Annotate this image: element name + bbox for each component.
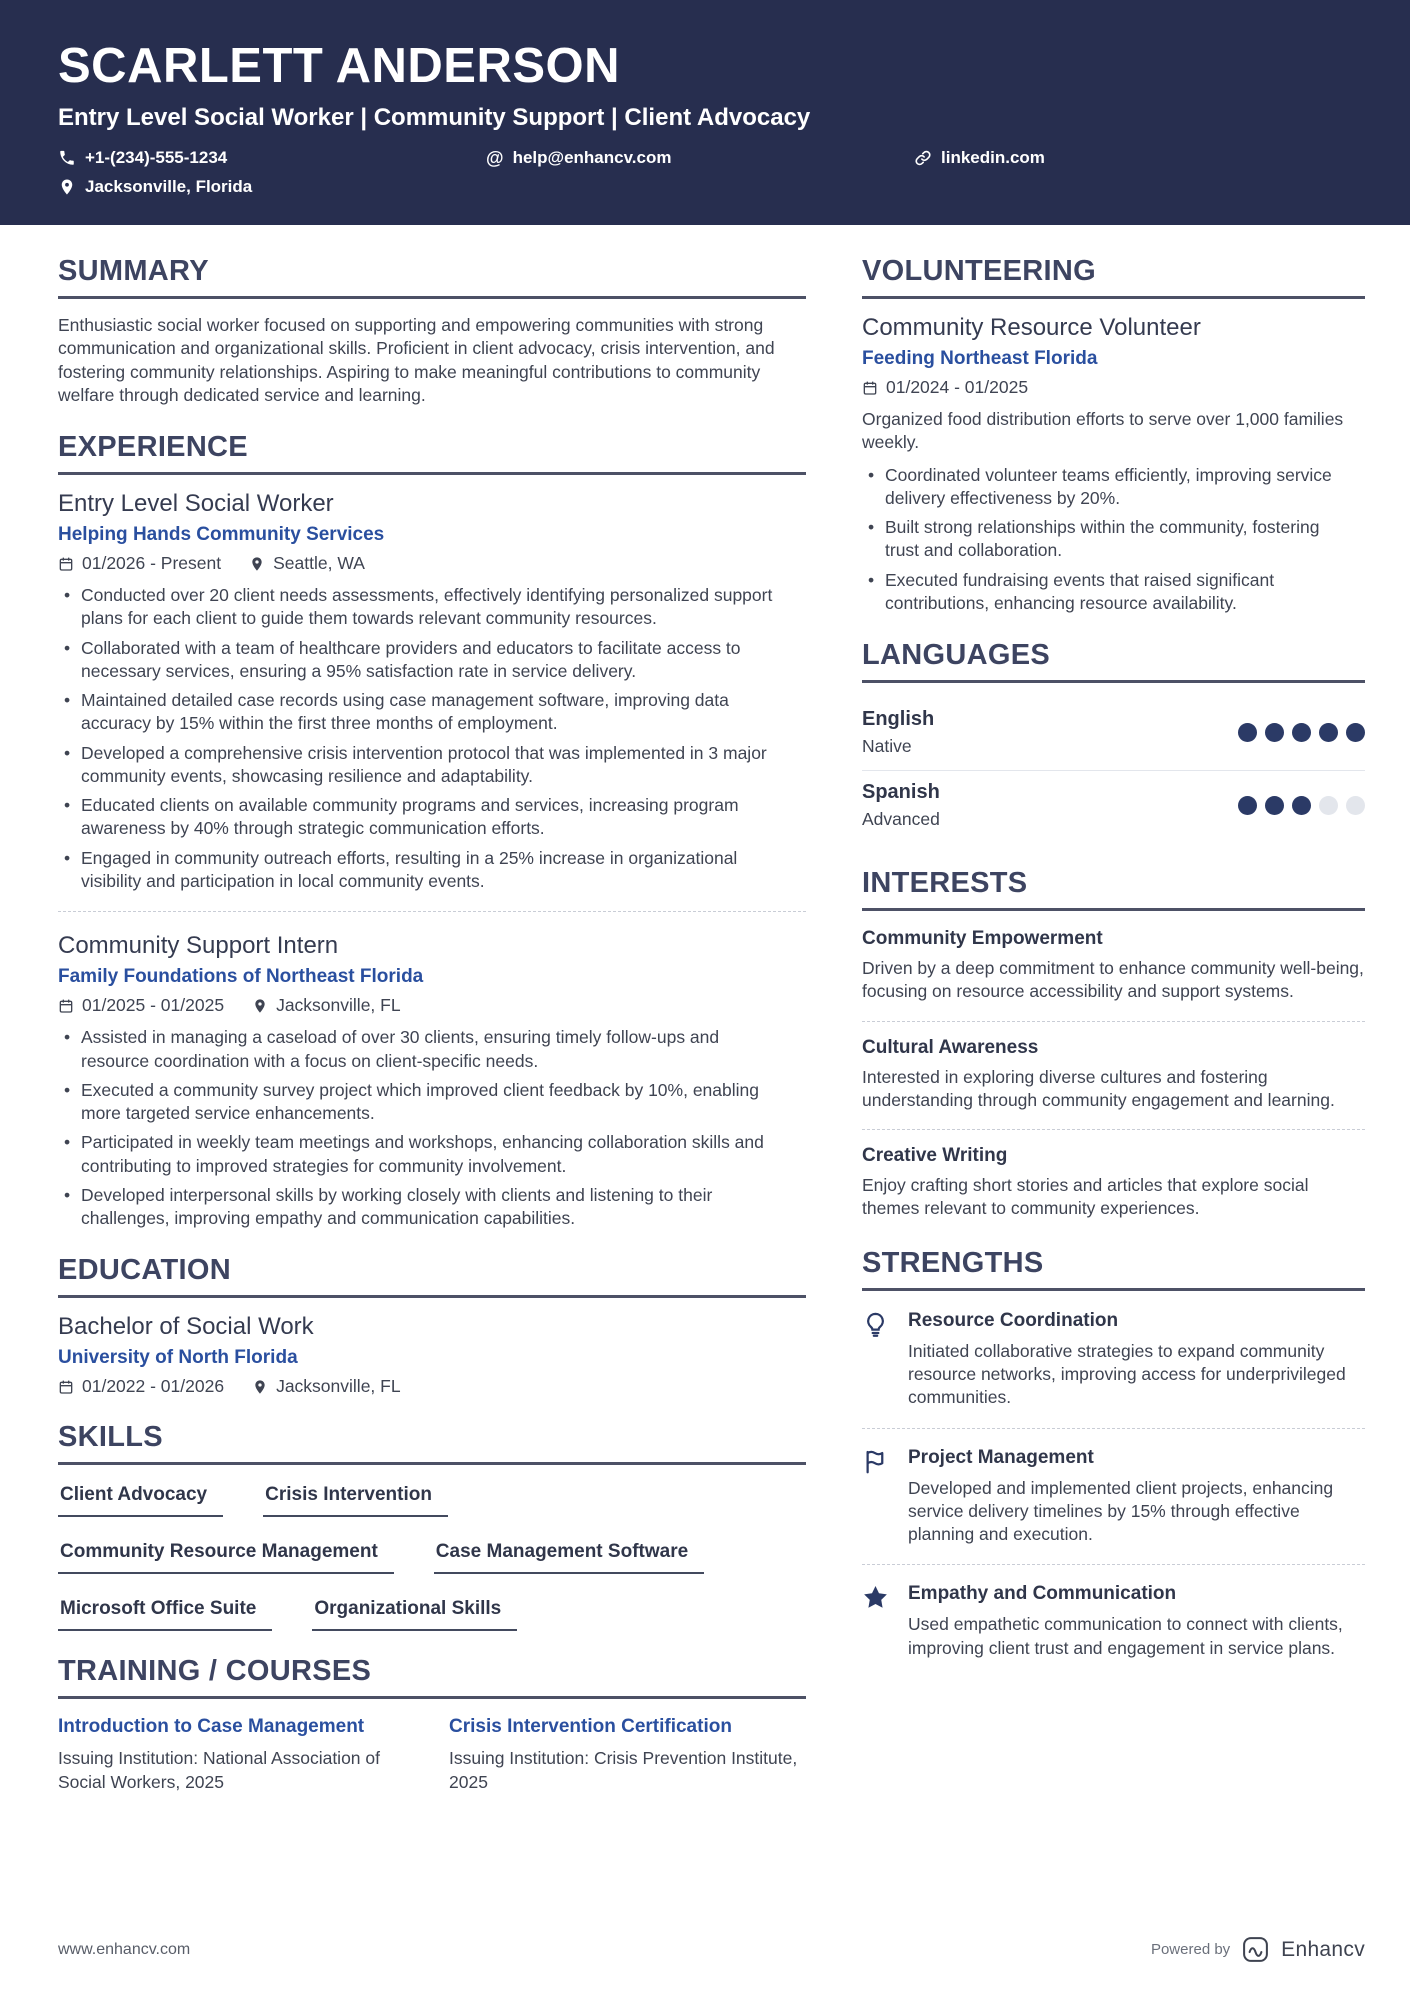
volunteer-bullets — [862, 464, 1365, 616]
job-role: Entry Level Social Worker — [58, 490, 334, 518]
language-level-dot — [1265, 796, 1284, 815]
interest-name: Community Empowerment — [862, 928, 1103, 950]
experience-section — [58, 431, 806, 1230]
enhancv-brand-name: Enhancv — [1281, 1937, 1365, 1961]
resume-body — [0, 225, 1410, 1818]
language-level-dots — [1238, 796, 1365, 815]
summary-text: Enthusiastic social worker focused on supporting and empowering communities with strong communication and organizational skills. Proficient in client advocacy, crisis intervention, and fostering community relationships. Aspiring to make meaningful contributions to community welfare through dedicated service and learning. — [58, 315, 775, 405]
volunteering-section — [862, 255, 1365, 615]
section-title-volunteering: VOLUNTEERING — [862, 255, 1365, 299]
interest-description: Driven by a deep commitment to enhance community well-being, focusing on resource accessibility and support systems. — [862, 958, 1364, 1002]
job-dates: 01/2025 - 01/2025 — [58, 995, 224, 1016]
skill-item: Community Resource Management — [58, 1541, 394, 1574]
strength-item-1 — [862, 1306, 1365, 1412]
courses-list — [58, 1714, 806, 1794]
strength-item-2 — [862, 1428, 1365, 1549]
job-company: Family Foundations of Northeast Florida — [58, 966, 424, 988]
section-title-summary: SUMMARY — [58, 255, 806, 299]
language-level-dot — [1238, 796, 1257, 815]
section-title-training: TRAINING / COURSES — [58, 1655, 806, 1699]
skill-item: Organizational Skills — [312, 1598, 517, 1631]
experience-bullet: • Collaborated with a team of healthcare providers and educators to facilitate access to necessary services, ensuring a 95% satisfaction rate in service delivery. — [58, 637, 806, 684]
phone-icon — [58, 149, 76, 167]
experience-bullet: • Maintained detailed case records using case management software, improving data accuracy by 15% within the first three months of employment. — [58, 689, 806, 736]
interest-name: Cultural Awareness — [862, 1036, 1039, 1058]
phone-contact — [58, 148, 486, 168]
experience-entry-1 — [58, 490, 806, 893]
interests-list — [862, 926, 1365, 1223]
language-level-dot — [1346, 796, 1365, 815]
degree: Bachelor of Social Work — [58, 1313, 314, 1341]
section-title-experience: EXPERIENCE — [58, 431, 806, 475]
experience-bullet: • Participated in weekly team meetings and workshops, enhancing collaboration skills and contributing to improved strategies for community involvement. — [58, 1131, 806, 1178]
page-footer — [58, 1936, 1365, 1963]
skill-item: Client Advocacy — [58, 1484, 223, 1517]
course-details: Issuing Institution: National Association of Social Workers, 2025 — [58, 1748, 380, 1792]
volunteer-meta — [862, 377, 1365, 398]
email-link[interactable] — [486, 148, 914, 168]
enhancv-logo-icon — [1242, 1936, 1269, 1963]
language-level-dot — [1319, 796, 1338, 815]
training-section — [58, 1655, 806, 1794]
strength-name: Resource Coordination — [908, 1309, 1119, 1331]
job-bullets — [58, 1026, 806, 1230]
experience-bullet: • Developed interpersonal skills by working closely with clients and listening to their challenges, improving empathy and communication capabilities. — [58, 1184, 806, 1231]
interest-name: Creative Writing — [862, 1145, 1008, 1167]
job-meta — [58, 553, 806, 574]
section-title-education: EDUCATION — [58, 1254, 806, 1298]
lightbulb-icon — [862, 1310, 892, 1410]
linkedin-url: linkedin.com — [941, 148, 1045, 167]
experience-bullet: • Developed a comprehensive crisis intervention protocol that was implemented in 3 major community events, showcasing resilience and adaptability. — [58, 742, 806, 789]
calendar-icon — [58, 556, 74, 572]
education-location: Jacksonville, FL — [252, 1376, 401, 1397]
job-dates: 01/2026 - Present — [58, 553, 221, 574]
language-info — [862, 708, 934, 757]
language-level-dot — [1292, 796, 1311, 815]
location-icon — [252, 998, 268, 1014]
section-title-languages: LANGUAGES — [862, 639, 1365, 683]
job-meta — [58, 995, 806, 1016]
language-level-dot — [1238, 723, 1257, 742]
powered-by-label: Powered by — [1150, 1941, 1231, 1958]
section-title-skills: SKILLS — [58, 1421, 806, 1465]
contact-row-1 — [58, 148, 1352, 168]
experience-bullet: • Executed a community survey project which improved client feedback by 10%, enabling more targeted service enhancements. — [58, 1079, 806, 1126]
language-level-dots — [1238, 723, 1365, 742]
experience-entry-2 — [58, 932, 806, 1230]
star-icon — [862, 1583, 892, 1660]
skills-section — [58, 1421, 806, 1631]
volunteer-dates: 01/2024 - 01/2025 — [862, 377, 1028, 398]
flag-icon — [862, 1447, 892, 1547]
phone-number: +1-(234)-555-1234 — [85, 148, 228, 167]
entry-separator — [58, 911, 806, 912]
experience-bullet: • Engaged in community outreach efforts, resulting in a 25% increase in organizational visibility and participation in local community events. — [58, 847, 806, 894]
interest-item — [862, 1129, 1365, 1223]
course-name: Crisis Intervention Certification — [449, 1716, 732, 1738]
strength-item-3 — [862, 1564, 1365, 1662]
location-icon — [249, 556, 265, 572]
linkedin-link[interactable] — [914, 148, 1045, 168]
skill-item: Microsoft Office Suite — [58, 1598, 272, 1631]
location-contact — [58, 177, 252, 197]
strength-description: Used empathetic communication to connect with clients, improving client trust and engagement in service plans. — [908, 1614, 1343, 1658]
contact-row-2 — [58, 177, 1352, 197]
interest-description: Interested in exploring diverse cultures and fostering understanding through community engagement and learning. — [862, 1066, 1335, 1110]
job-bullets — [58, 584, 806, 893]
candidate-headline: Entry Level Social Worker | Community Support | Client Advocacy — [58, 104, 811, 131]
language-name: Spanish — [862, 781, 940, 804]
language-info — [862, 781, 940, 830]
strength-body — [908, 1583, 1365, 1660]
education-section — [58, 1254, 806, 1397]
strength-name: Empathy and Communication — [908, 1583, 1177, 1605]
job-company: Helping Hands Community Services — [58, 524, 385, 546]
language-level-dot — [1292, 723, 1311, 742]
language-level-dot — [1346, 723, 1365, 742]
education-meta — [58, 1376, 806, 1397]
strength-description: Initiated collaborative strategies to expand community resource networks, improving access for underprivileged communities. — [908, 1340, 1346, 1408]
language-level: Native — [862, 736, 912, 757]
skill-item: Crisis Intervention — [263, 1484, 448, 1517]
language-row-english — [862, 698, 1365, 770]
language-level-dot — [1319, 723, 1338, 742]
course-item — [449, 1716, 806, 1794]
language-row-spanish — [862, 770, 1365, 843]
location-icon — [58, 178, 76, 196]
experience-bullet: • Assisted in managing a caseload of over 30 clients, ensuring timely follow-ups and resource coordination with a focus on client-specific needs. — [58, 1026, 806, 1073]
skills-list — [58, 1480, 806, 1631]
languages-section — [862, 639, 1365, 843]
at-icon: @ — [486, 148, 504, 168]
volunteer-description: Organized food distribution efforts to serve over 1,000 families weekly. — [862, 409, 1344, 453]
calendar-icon — [58, 1379, 74, 1395]
interest-description: Enjoy crafting short stories and articles that explore social themes relevant to community experiences. — [862, 1175, 1309, 1219]
location-icon — [252, 1379, 268, 1395]
volunteer-role: Community Resource Volunteer — [862, 314, 1201, 341]
powered-by — [1151, 1936, 1365, 1963]
job-location: Seattle, WA — [249, 553, 365, 574]
location-text: Jacksonville, Florida — [85, 177, 253, 196]
strength-name: Project Management — [908, 1446, 1094, 1468]
strength-body — [908, 1447, 1365, 1547]
course-name: Introduction to Case Management — [58, 1716, 365, 1738]
email-address: help@enhancv.com — [512, 148, 672, 167]
interest-item — [862, 926, 1365, 1006]
interest-item — [862, 1021, 1365, 1115]
volunteer-bullet: • Executed fundraising events that raised significant contributions, enhancing resource availability. — [862, 569, 1365, 616]
candidate-name: SCARLETT ANDERSON — [58, 39, 621, 93]
skill-item: Case Management Software — [434, 1541, 704, 1574]
strengths-section — [862, 1247, 1365, 1662]
summary-section — [58, 255, 806, 407]
volunteer-bullet: • Coordinated volunteer teams efficiently, improving service delivery effectiveness by 20%. — [862, 464, 1365, 511]
left-column — [58, 255, 806, 1818]
language-name: English — [862, 708, 935, 731]
link-icon — [914, 149, 932, 167]
language-level: Advanced — [862, 809, 940, 830]
course-details: Issuing Institution: Crisis Prevention Institute, 2025 — [449, 1748, 798, 1792]
right-column — [862, 255, 1365, 1818]
job-location: Jacksonville, FL — [252, 995, 401, 1016]
course-item — [58, 1716, 415, 1794]
volunteer-bullet: • Built strong relationships within the community, fostering trust and collaboration. — [862, 516, 1365, 563]
education-dates: 01/2022 - 01/2026 — [58, 1376, 224, 1397]
section-title-interests: INTERESTS — [862, 867, 1365, 911]
school: University of North Florida — [58, 1347, 298, 1369]
experience-bullet: • Educated clients on available community programs and services, increasing program awareness by 40% through strategic communication efforts. — [58, 794, 806, 841]
enhancv-website-link[interactable]: www.enhancv.com — [58, 1940, 191, 1958]
experience-bullet: • Conducted over 20 client needs assessments, effectively identifying personalized support plans for each client to guide them towards relevant community resources. — [58, 584, 806, 631]
job-role: Community Support Intern — [58, 932, 339, 960]
strength-description: Developed and implemented client projects, enhancing service delivery timelines by 15% through effective planning and execution. — [908, 1477, 1334, 1545]
calendar-icon — [58, 998, 74, 1014]
strength-body — [908, 1310, 1365, 1410]
language-level-dot — [1265, 723, 1284, 742]
calendar-icon — [862, 380, 878, 396]
interests-section — [862, 867, 1365, 1223]
volunteer-org: Feeding Northeast Florida — [862, 348, 1098, 369]
section-title-strengths: STRENGTHS — [862, 1247, 1365, 1291]
resume-header — [0, 0, 1410, 225]
